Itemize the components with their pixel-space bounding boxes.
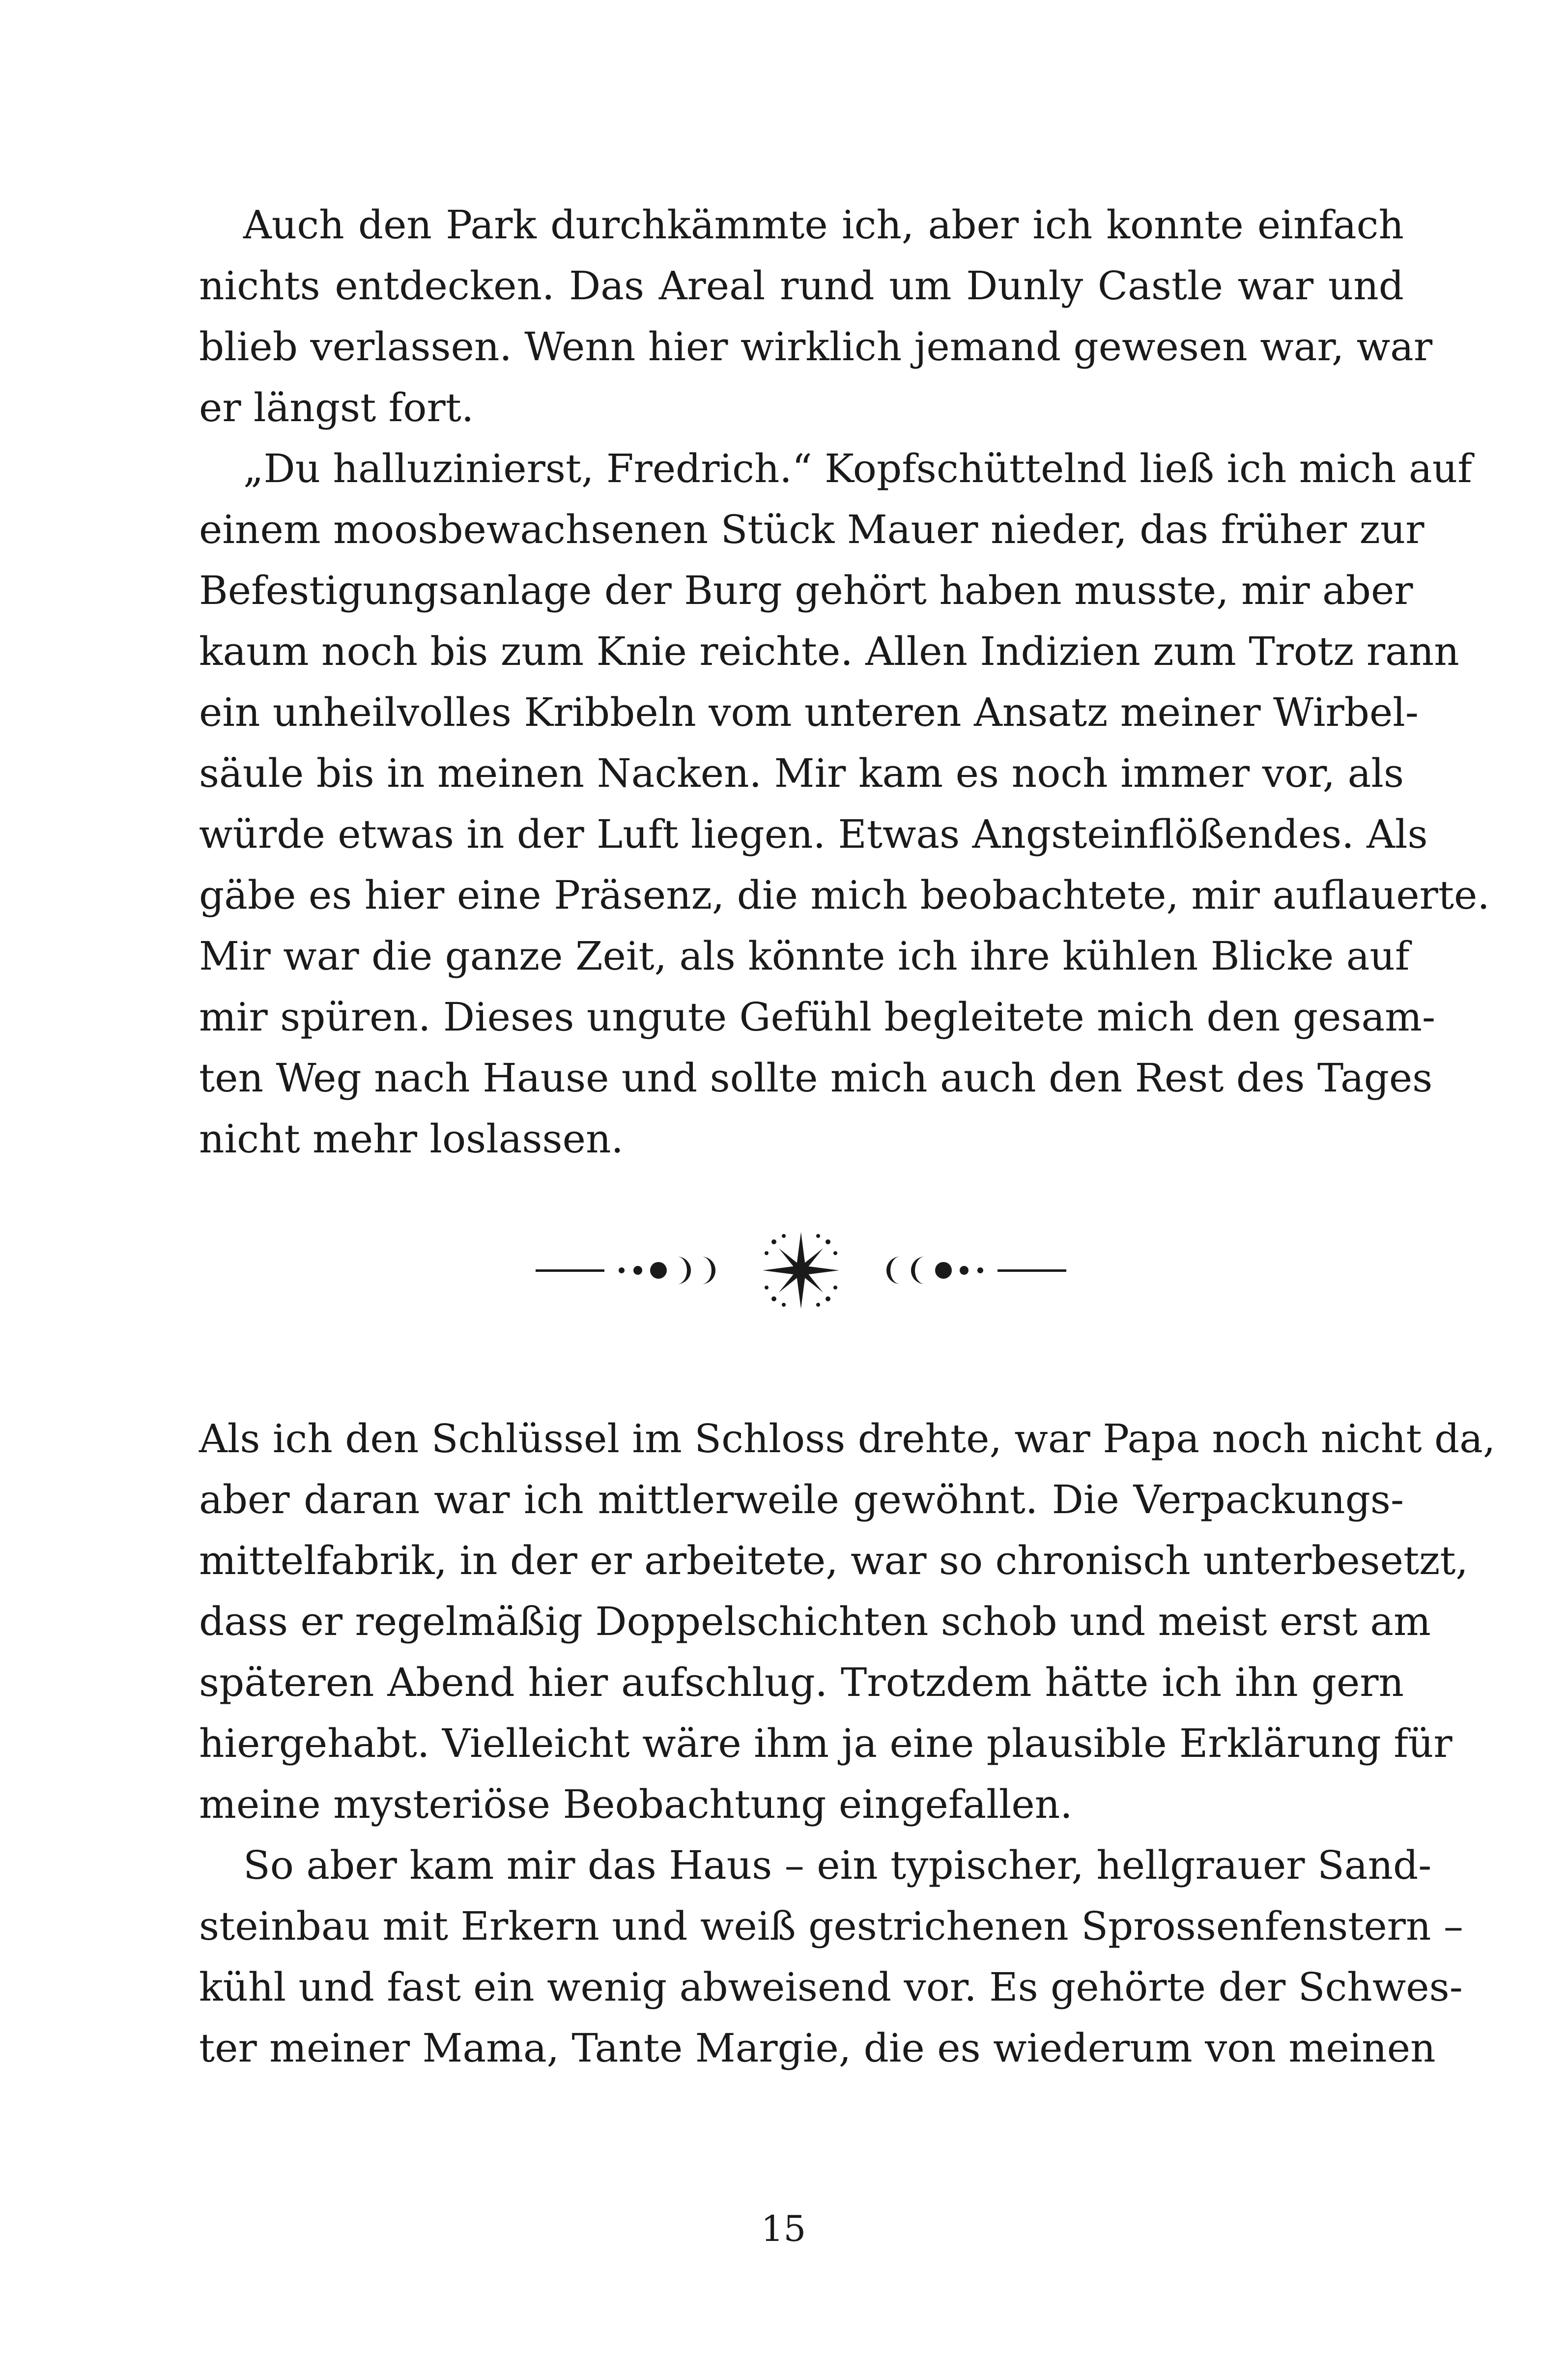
text-line: Auch den Park durchkämmte ich, aber ich konnte einfach [243,202,1404,248]
text-line: ter meiner Mama, Tante Margie, die es wiederum von meinen [199,2025,1436,2071]
text-line: einem moosbewachsenen Stück Mauer nieder, das früher zur [199,507,1425,552]
text-line: mittelfabrik, in der er arbeitete, war so chronisch unterbesetzt, [199,1538,1468,1583]
moon-star-divider-icon [536,1221,1066,1319]
text-line: ein unheilvolles Kribbeln vom unteren Ansatz meiner Wirbel- [199,689,1419,735]
text-line: steinbau mit Erkern und weiß gestrichenen Sprossenfenstern – [199,1903,1463,1949]
text-line: säule bis in meinen Nacken. Mir kam es noch immer vor, als [199,750,1404,796]
text-line: „Du halluzinierst, Fredrich.“ Kopfschüttelnd ließ ich mich auf [243,446,1472,491]
text-line: gäbe es hier eine Präsenz, die mich beobachtete, mir auflauerte. [199,872,1490,918]
text-line: kühl und fast ein wenig abweisend vor. Es gehörte der Schwes- [199,1964,1463,2010]
text-line: ten Weg nach Hause und sollte mich auch den Rest des Tages [199,1055,1433,1101]
text-line: meine mysteriöse Beobachtung eingefallen. [199,1781,1073,1827]
text-line: nichts entdecken. Das Areal rund um Dunly Castle war und [199,263,1404,309]
text-line: Als ich den Schlüssel im Schloss drehte, war Papa noch nicht da, [199,1416,1496,1462]
text-line: blieb verlassen. Wenn hier wirklich jemand gewesen war, war [199,324,1433,370]
text-line: späteren Abend hier aufschlug. Trotzdem hätte ich ihn gern [199,1660,1404,1705]
text-line: er längst fort. [199,385,474,430]
text-line: So aber kam mir das Haus – ein typischer, hellgrauer Sand- [243,1842,1432,1888]
text-line: hiergehabt. Vielleicht wäre ihm ja eine plausible Erklärung für [199,1720,1453,1766]
text-line: nicht mehr loslassen. [199,1116,624,1162]
page-number: 15 [761,2208,806,2249]
text-line: Mir war die ganze Zeit, als könnte ich ihre kühlen Blicke auf [199,933,1410,979]
text-line: kaum noch bis zum Knie reichte. Allen Indizien zum Trotz rann [199,629,1459,674]
text-line: mir spüren. Dieses ungute Gefühl begleitete mich den gesam- [199,994,1436,1040]
text-line: würde etwas in der Luft liegen. Etwas Angsteinflößendes. Als [199,811,1428,857]
text-line: Befestigungsanlage der Burg gehört haben musste, mir aber [199,568,1413,613]
text-line: dass er regelmäßig Doppelschichten schob und meist erst am [199,1599,1431,1644]
text-line: aber daran war ich mittlerweile gewöhnt. Die Verpackungs- [199,1477,1404,1522]
